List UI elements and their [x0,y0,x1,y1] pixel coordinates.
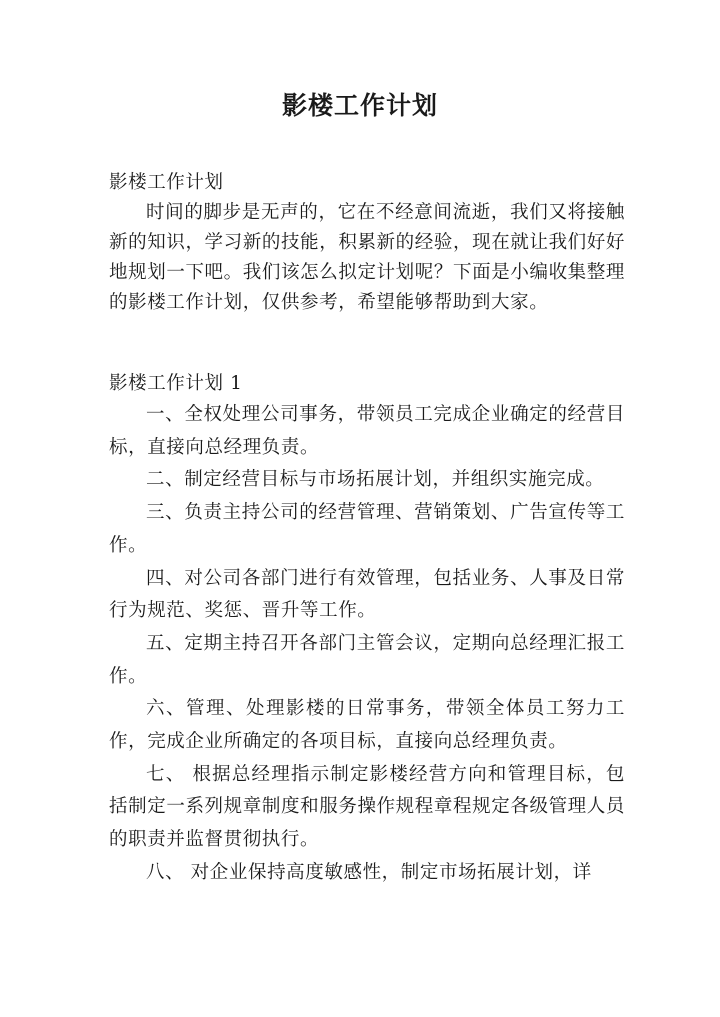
list-item: 一、全权处理公司事务，带领员工完成企业确定的经营目标，直接向总经理负责。 [109,404,625,458]
list-item: 五、定期主持召开各部门主管会议，定期向总经理汇报工作。 [109,632,625,687]
document-title: 影楼工作计划 [281,91,438,120]
list-item: 六、管理、处理影楼的日常事务，带领全体员工努力工作，完成企业所确定的各项目标，直接向总经理负责。 [109,698,625,753]
intro-label: 影楼工作计划 [109,172,224,193]
intro-section [109,168,625,318]
section-label: 影楼工作计划 1 [109,373,243,394]
list-item: 七、 根据总经理指示制定影楼经营方向和管理目标，包括制定一系列规章制度和服务操作规程章程规定各级管理人员的职责并监督贯彻执行。 [109,763,625,851]
intro-paragraph: 时间的脚步是无声的，它在不经意间流逝，我们又将接触新的知识，学习新的技能，积累新的经验，现在就让我们好好地规划一下吧。我们该怎么拟定计划呢？下面是小编收集整理的影楼工作计划，仅供参考，希望能够帮助到大家。 [109,202,625,313]
list-item: 八、 对企业保持高度敏感性，制定市场拓展计划，详 [146,861,592,883]
list-item: 二、制定经营目标与市场拓展计划，并组织实施完成。 [146,469,605,491]
list-item: 三、负责主持公司的经营管理、营销策划、广告宣传等工作。 [109,502,625,556]
plan-section-1 [109,369,625,890]
list-item: 四、对公司各部门进行有效管理，包括业务、人事及日常行为规范、奖惩、晋升等工作。 [109,567,625,622]
